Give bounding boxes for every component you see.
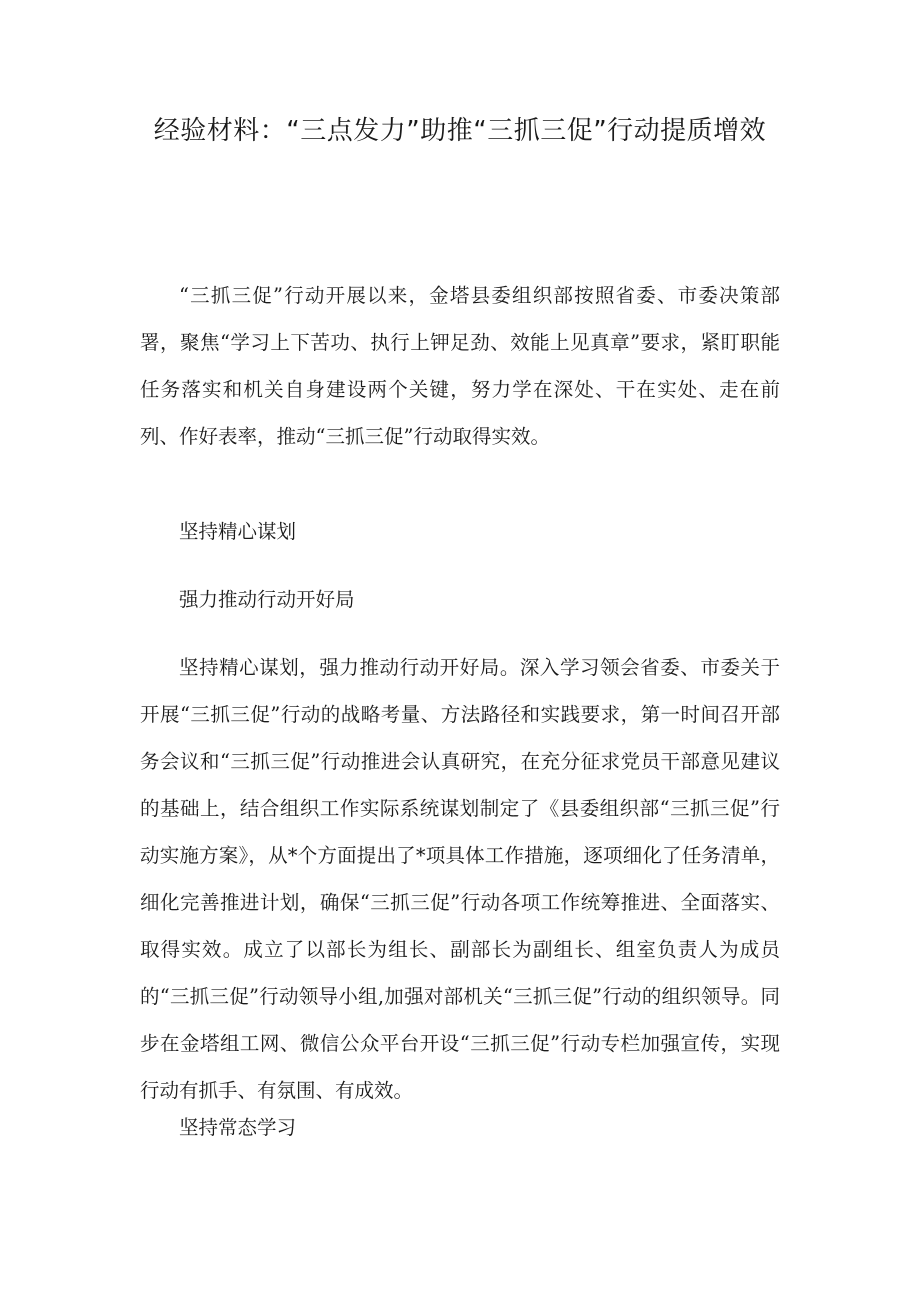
intro-paragraph: “三抓三促”行动开展以来，金塔县委组织部按照省委、市委决策部署，聚焦“学习上下苦功、执行上钾足劲、效能上见真章”要求，紧盯职能任务落实和机关自身建设两个关键，努力学在深处、干在实处、走在前列、作好表率，推动“三抓三促”行动取得实效。: [140, 284, 780, 448]
section1-body-paragraph: 坚持精心谋划，强力推动行动开好局。深入学习领会省委、市委关于开展“三抓三促”行动的战略考量、方法路径和实践要求，第一时间召开部务会议和“三抓三促”行动推进会认真研究，在充分征求党员干部意见建议的基础上，结合组织工作实际系统谋划制定了《县委组织部“三抓三促”行动实施方案》，从*个方面提出了*项具体工作措施，逐项细化了任务清单，细化完善推进计划，确保“三抓三促”行动各项工作统筹推进、全面落实、取得实效。成立了以部长为组长、副部长为副组长、组室负责人为成员的“三抓三促”行动领导小组,加强对部机关“三抓三促”行动的组织领导。同步在金塔组工网、微信公众平台开设“三抓三促”行动专栏加强宣传，实现行动有抓手、有氛围、有成效。: [140, 656, 780, 1102]
section1-subheading-block: [140, 576, 780, 623]
section1-heading: 坚持精心谋划: [179, 520, 297, 543]
section1-subheading: 强力推动行动开好局: [179, 588, 355, 611]
document-title: 经验材料：“三点发力”助推“三抓三促”行动提质增效: [153, 116, 767, 146]
intro-block: [140, 272, 780, 460]
section2-heading: 坚持常态学习: [179, 1116, 297, 1139]
section1-heading-block: [140, 508, 780, 555]
section2-heading-block: [140, 1104, 780, 1151]
section1-body-block: [140, 644, 780, 1114]
